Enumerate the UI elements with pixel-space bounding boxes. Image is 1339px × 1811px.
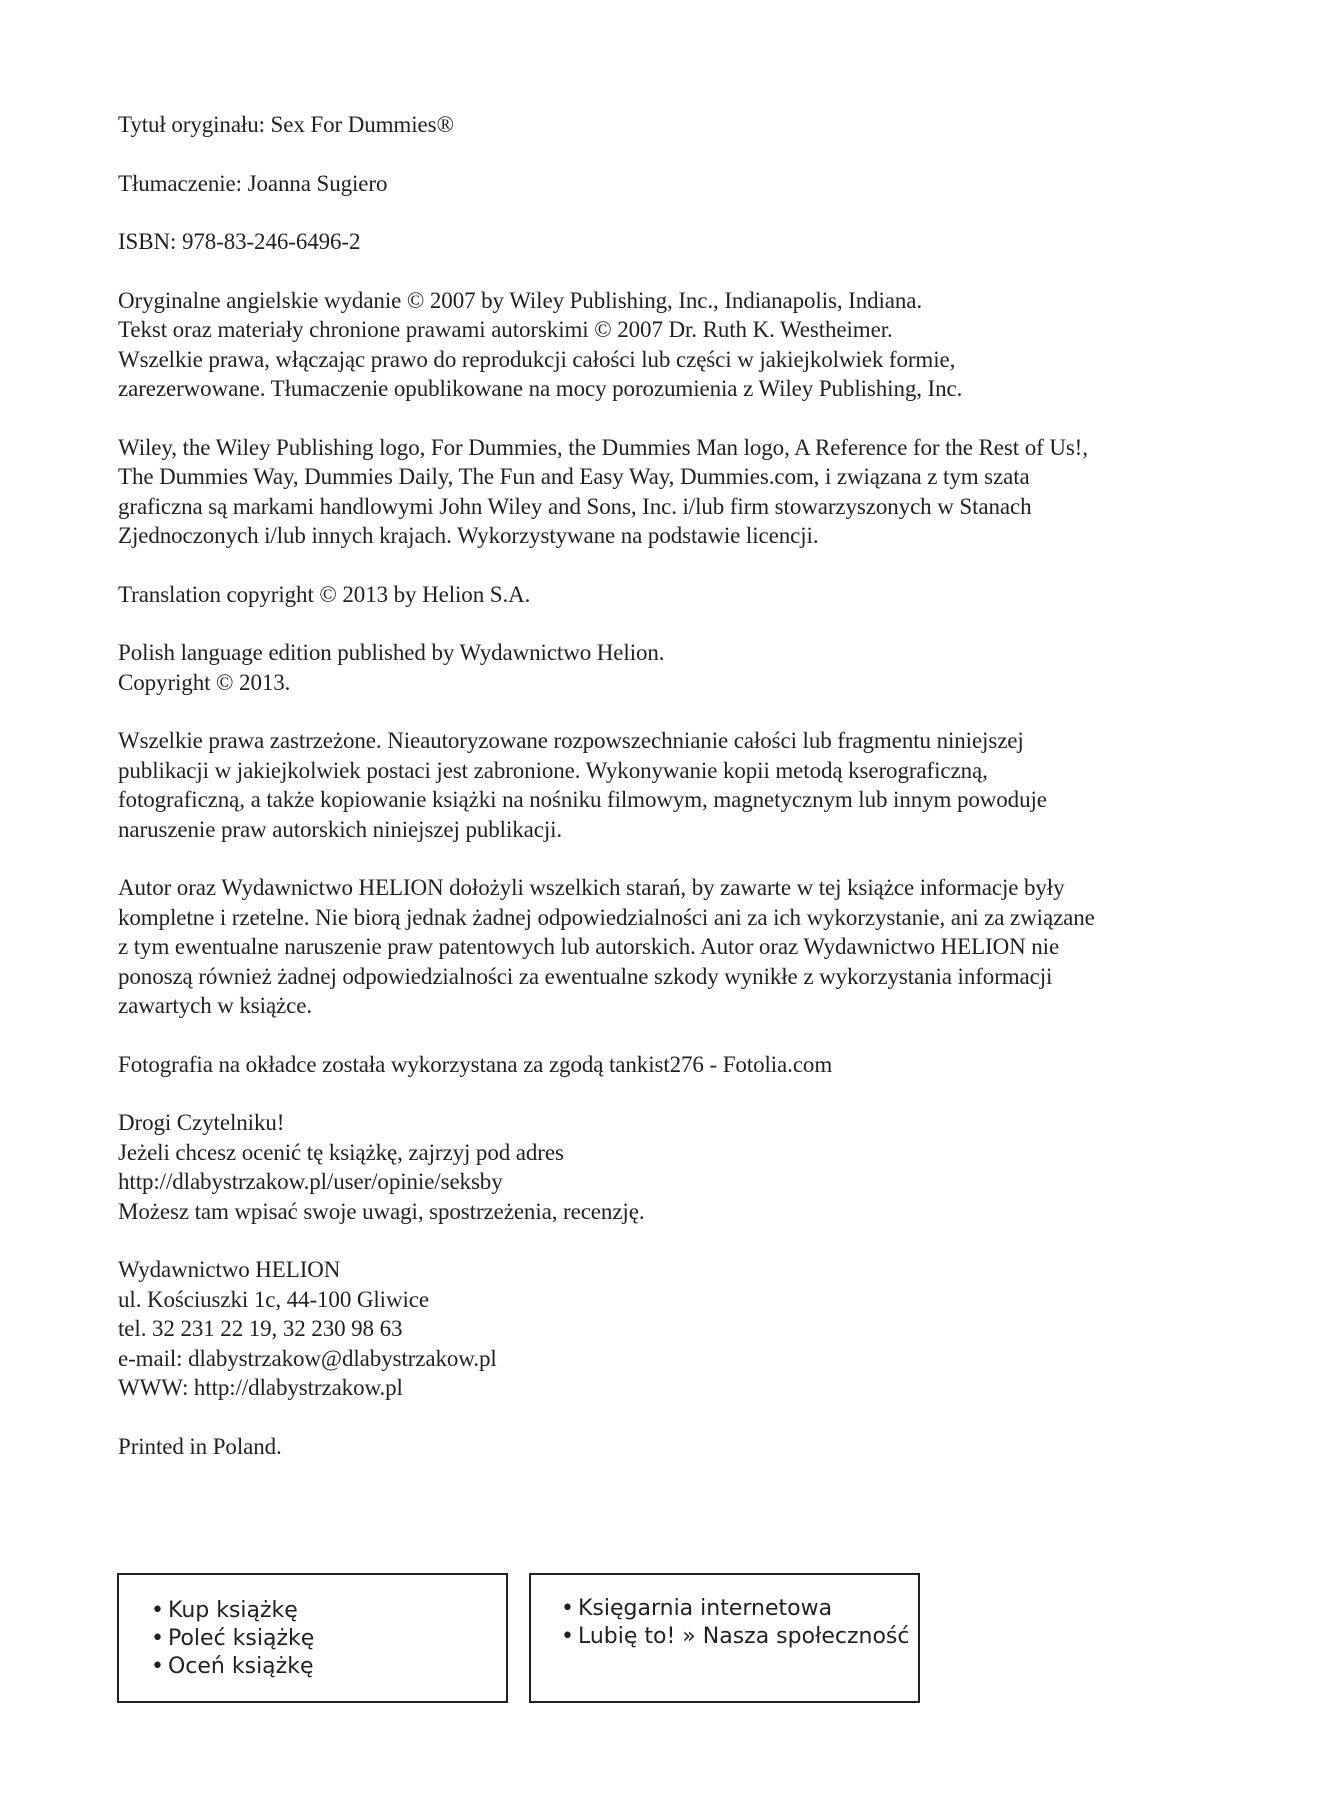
printed-in: Printed in Poland.	[118, 1433, 282, 1459]
community-link[interactable]: • Lubię to! » Nasza społeczność	[561, 1624, 910, 1649]
trademarks-notice: Wiley, the Wiley Publishing logo, For Dummies, the Dummies Man logo, A Reference for the Rest of Us!, The Dummies Way, Dummies Daily, The Fun and Easy Way, Dummies.com, i związana z tym szata graficzna są markami handlowymi John Wiley and Sons, Inc. i/lub firm stowarzyszonych w Stanach Zjednoczonych i/lub innych krajach. Wykorzystywane na podstawie licencji.	[118, 434, 1088, 548]
translator: Tłumaczenie: Joanna Sugiero	[118, 170, 388, 196]
polish-edition-notice: Polish language edition published by Wydawnictwo Helion. Copyright © 2013.	[118, 640, 665, 695]
imprint-page	[118, 110, 1228, 1490]
original-title: Tytuł oryginału: Sex For Dummies®	[118, 112, 454, 137]
original-edition-notice: Oryginalne angielskie wydanie © 2007 by Wiley Publishing, Inc., Indianapolis, Indiana. Tekst oraz materiały chronione prawami autorskimi © 2007 Dr. Ruth K. Westheimer. Wszelkie prawa, włączając prawo do reprodukcji całości lub części w jakiejkolwiek formie, zarezerwowane. Tłumaczenie opublikowane na mocy porozumienia z Wiley Publishing, Inc.	[118, 287, 963, 401]
disclaimer-notice: Autor oraz Wydawnictwo HELION dołożyli wszelkich starań, by zawarte w tej książce informacje były kompletne i rzetelne. Nie biorą jednak żadnej odpowiedzialności ani za ich wykorzystanie, ani za związane z tym ewentualne naruszenie praw patentowych lub autorskich. Autor oraz Wydawnictwo HELION nie ponoszą również żadnej odpowiedzialności za ewentualne szkody wynikłe z wykorzystania informacji zawartych w książce.	[118, 875, 1095, 1018]
rate-book-link[interactable]: • Oceń książkę	[151, 1654, 314, 1679]
link-boxes	[117, 1573, 1217, 1703]
store-links-box	[529, 1573, 920, 1703]
cover-photo-credit: Fotografia na okładce została wykorzystana za zgodą tankist276 - Fotolia.com	[118, 1051, 833, 1077]
buy-book-link[interactable]: • Kup książkę	[151, 1598, 298, 1623]
recommend-book-link[interactable]: • Poleć książkę	[151, 1626, 315, 1651]
rights-reserved-notice: Wszelkie prawa zastrzeżone. Nieautoryzowane rozpowszechnianie całości lub fragmentu niniejszej publikacji w jakiejkolwiek postaci jest zabronione. Wykonywanie kopii metodą kserograficzną, fotograficzną, a także kopiowanie książki na nośniku filmowym, magnetycznym lub innym powoduje naruszenie praw autorskich niniejszej publikacji.	[118, 728, 1047, 842]
translation-copyright: Translation copyright © 2013 by Helion S.A.	[118, 581, 531, 607]
reader-note: Drogi Czytelniku! Jeżeli chcesz ocenić tę książkę, zajrzyj pod adres http://dlabystrzakow.pl/user/opinie/seksby Możesz tam wpisać swoje uwagi, spostrzeżenia, recenzję.	[118, 1110, 645, 1224]
publisher-contact: Wydawnictwo HELION ul. Kościuszki 1c, 44-100 Gliwice tel. 32 231 22 19, 32 230 98 63 e-mail: dlabystrzakow@dlabystrzakow.pl WWW: http://dlabystrzakow.pl	[118, 1257, 497, 1400]
online-bookstore-link[interactable]: • Księgarnia internetowa	[561, 1596, 833, 1621]
book-actions-box	[117, 1573, 508, 1703]
isbn: ISBN: 978-83-246-6496-2	[118, 229, 361, 254]
